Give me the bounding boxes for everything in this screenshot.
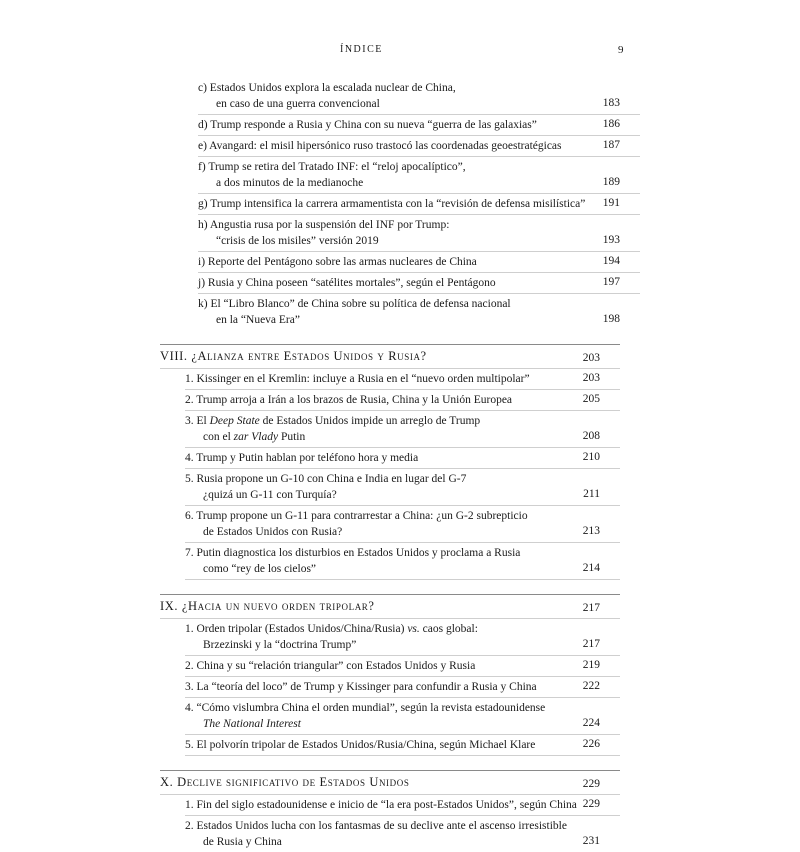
chapter-title: VIII. ¿Alianza entre Estados Unidos y Rusia?	[160, 349, 427, 363]
entry-title-continuation: como “rey de los cielos”	[203, 563, 317, 575]
entry-page-number: 205	[582, 393, 600, 405]
entry-title-continuation: en caso de una guerra convencional	[216, 98, 380, 110]
toc-entry[interactable]	[185, 506, 620, 543]
entry-title-italic: zar Vlady	[233, 431, 279, 443]
entry-title: 2. China y su “relación triangular” con Estados Unidos y Rusia	[185, 660, 476, 672]
chapter-page-number: 229	[582, 778, 600, 790]
entry-title: 5. Rusia propone un G-10 con China e India en lugar del G-7	[185, 473, 467, 485]
entry-title: i) Reporte del Pentágono sobre las armas nucleares de China	[198, 256, 477, 268]
toc-entry[interactable]	[198, 157, 640, 194]
entry-title-part: caos global:	[419, 623, 478, 635]
page-number: 9	[618, 44, 624, 56]
entry-title: d) Trump responde a Rusia y China con su nueva “guerra de las galaxias”	[198, 119, 537, 131]
toc-entry[interactable]	[198, 252, 640, 273]
entry-title: 3. La “teoría del loco” de Trump y Kissinger para confundir a Rusia y China	[185, 681, 537, 693]
toc-entry[interactable]	[185, 619, 620, 656]
entry-page-number: 183	[602, 97, 620, 109]
entry-title-italic: The National Interest	[203, 718, 301, 730]
page-header	[0, 44, 800, 60]
toc-entry[interactable]	[185, 448, 620, 469]
chapter-title: IX. ¿Hacia un nuevo orden tripolar?	[160, 599, 375, 613]
toc-entry[interactable]	[185, 816, 620, 852]
entry-title: e) Avangard: el misil hipersónico ruso trastocó las coordenadas geoestratégicas	[198, 140, 562, 152]
entry-page-number: 208	[582, 430, 600, 442]
entry-title	[185, 413, 620, 429]
entry-title-continuation	[185, 429, 620, 445]
entry-title-part: con el	[203, 431, 234, 443]
entry-page-number: 222	[582, 680, 600, 692]
running-head: ÍNDICE	[340, 44, 383, 55]
entry-page-number: 226	[582, 738, 600, 750]
entry-title-continuation: de Rusia y China	[203, 836, 282, 848]
entry-title: 4. “Cómo vislumbra China el orden mundial”, según la revista estadounidense	[185, 702, 546, 714]
toc-entry[interactable]	[185, 390, 620, 411]
entry-page-number: 213	[582, 525, 600, 537]
toc-entry[interactable]	[185, 656, 620, 677]
toc-entry[interactable]	[185, 469, 620, 506]
entry-title-continuation: a dos minutos de la medianoche	[216, 177, 364, 189]
toc-entry[interactable]	[198, 78, 640, 115]
toc-entry[interactable]	[198, 194, 640, 215]
toc-entry[interactable]	[198, 273, 640, 294]
entry-title: c) Estados Unidos explora la escalada nuclear de China,	[198, 82, 456, 94]
entry-title-continuation: en la “Nueva Era”	[216, 314, 300, 326]
entry-page-number: 231	[582, 835, 600, 847]
chapter-page-number: 203	[582, 352, 600, 364]
entry-title-italic: vs.	[407, 623, 420, 635]
chapter-title: X. Declive significativo de Estados Unidos	[160, 775, 410, 789]
chapter-heading[interactable]	[160, 344, 620, 369]
entry-page-number: 210	[582, 451, 600, 463]
entry-title-part: Putin	[278, 431, 306, 443]
entry-title-part: 3. El	[185, 415, 210, 427]
entry-title: k) El “Libro Blanco” de China sobre su política de defensa nacional	[198, 298, 511, 310]
entry-page-number: 203	[582, 372, 600, 384]
entry-title-continuation: ¿quizá un G-11 con Turquía?	[203, 489, 337, 501]
entry-title-continuation: de Estados Unidos con Rusia?	[203, 526, 343, 538]
entry-page-number: 194	[602, 255, 620, 267]
entry-page-number: 214	[582, 562, 600, 574]
entry-title-part: de Estados Unidos impide un arreglo de Trump	[259, 415, 481, 427]
entry-title: j) Rusia y China poseen “satélites mortales”, según el Pentágono	[198, 277, 496, 289]
entry-title: 7. Putin diagnostica los disturbios en Estados Unidos y proclama a Rusia	[185, 547, 521, 559]
entry-page-number: 197	[602, 276, 620, 288]
chapter-page-number: 217	[582, 602, 600, 614]
entry-page-number: 217	[582, 638, 600, 650]
entry-title-continuation: Brzezinski y la “doctrina Trump”	[203, 639, 357, 651]
entry-title: h) Angustia rusa por la suspensión del INF por Trump:	[198, 219, 450, 231]
entry-title	[185, 621, 620, 637]
toc-entry[interactable]	[198, 215, 640, 252]
entry-title: g) Trump intensifica la carrera armamentista con la “revisión de defensa misilística”	[198, 198, 586, 210]
chapter-heading[interactable]	[160, 594, 620, 619]
toc-entry[interactable]	[185, 795, 620, 816]
entry-page-number: 229	[582, 798, 600, 810]
entry-title-italic: Deep State	[209, 415, 260, 427]
entry-page-number: 211	[583, 488, 600, 500]
entry-title: 1. Kissinger en el Kremlin: incluye a Rusia en el “nuevo orden multipolar”	[185, 373, 530, 385]
entry-title: 2. Estados Unidos lucha con los fantasmas de su declive ante el ascenso irresistible	[185, 820, 567, 832]
entry-title: 5. El polvorín tripolar de Estados Unidos/Rusia/China, según Michael Klare	[185, 739, 536, 751]
toc-entry[interactable]	[185, 543, 620, 580]
entry-title: 4. Trump y Putin hablan por teléfono hora y media	[185, 452, 419, 464]
toc-entry[interactable]	[185, 411, 620, 448]
entry-title-continuation	[185, 716, 620, 732]
entry-page-number: 186	[602, 118, 620, 130]
toc-entry[interactable]	[185, 677, 620, 698]
entry-page-number: 193	[602, 234, 620, 246]
toc-entry[interactable]	[198, 294, 640, 330]
entry-page-number: 198	[602, 313, 620, 325]
entry-title: f) Trump se retira del Tratado INF: el “reloj apocalíptico”,	[198, 161, 466, 173]
toc-entry[interactable]	[185, 369, 620, 390]
entry-page-number: 187	[602, 139, 620, 151]
chapter-heading[interactable]	[160, 770, 620, 795]
entry-title-continuation: “crisis de los misiles” versión 2019	[216, 235, 379, 247]
toc-entry[interactable]	[198, 136, 640, 157]
entry-page-number: 224	[582, 717, 600, 729]
entry-page-number: 189	[602, 176, 620, 188]
entry-title: 6. Trump propone un G-11 para contrarrestar a China: ¿un G-2 subrepticio	[185, 510, 528, 522]
toc-entry[interactable]	[185, 698, 620, 735]
entry-title: 1. Fin del siglo estadounidense e inicio de “la era post-Estados Unidos”, según China	[185, 799, 577, 811]
toc-entry[interactable]	[198, 115, 640, 136]
entry-page-number: 219	[582, 659, 600, 671]
toc-entry[interactable]	[185, 735, 620, 756]
table-of-contents	[0, 78, 800, 852]
entry-title-part: 1. Orden tripolar (Estados Unidos/China/Rusia)	[185, 623, 408, 635]
entry-page-number: 191	[602, 197, 620, 209]
entry-title: 2. Trump arroja a Irán a los brazos de Rusia, China y la Unión Europea	[185, 394, 513, 406]
